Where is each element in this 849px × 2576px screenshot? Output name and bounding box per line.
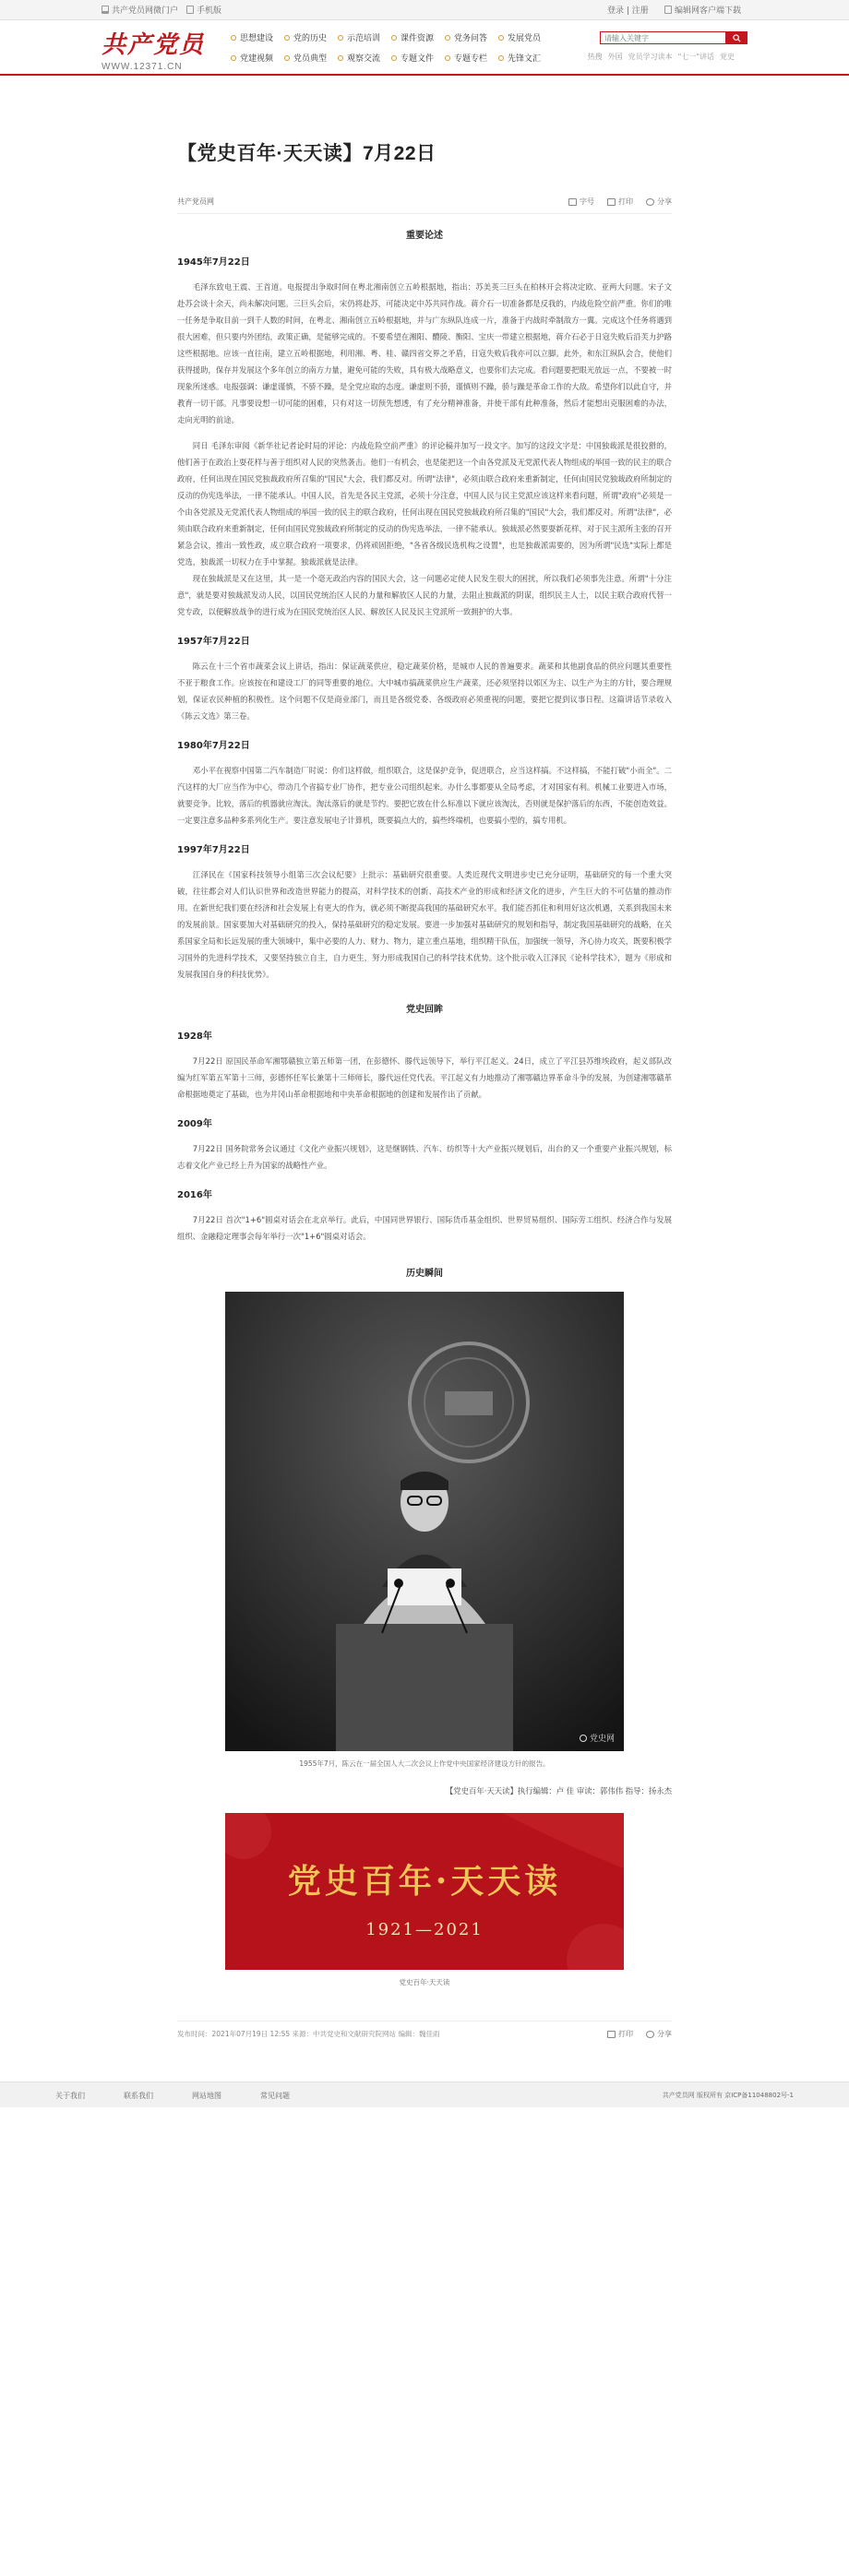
font-size-icon [568, 198, 577, 206]
nav-bullet-icon [391, 55, 397, 61]
print-label: 打印 [618, 197, 633, 206]
banner-title: 党史百年·天天读 [287, 1862, 562, 1901]
entry-paragraph: 毛泽东致电王震、王首道。电报提出争取时间在粤北湘南创立五岭根据地，指出：苏美英三巨头在柏林开会将决定欧、亚两大问题。宋子文赴苏会谈十余天，尚未解决问题。三巨头会后，宋仍将赴苏，可能决定中苏共同作战。蒋介石一切准备都是反我的，内战危险空前严重。你们的唯一任务是争取目前一到千人数的时间，在粤北、湘南创立五岭根据地，并与广东纵队连成一片，准备于内战时牵制敌方一翼。完成这个任务将遇到很大困难，但只要内外团结，政策正确，是能够完成的。不要希望在湘阳、醴陵、衡阳、宝庆一带建立根据地，蒋介石必于日寇失败后沿芙力护路这些根据地。应该一直往南，建立五岭根据地，利用湘、粤、桂、赣四省交界之矛盾，日寇失败后我亦可以立脚。此外，和东江纵队会合，使他们获得援助，保存并发展这个多年创立的南方力量，避免可能的失败，具有极大战略意义，也要你们去完成。看问题要把眼光放远一点，不要被一时现象所迷惑。电报强调：谦虚谨慎，不骄不躁，是全党应取的态度。谦虚则不骄，谨慎则不躁，骄与躁是革命工作的大敌。希望你们以此自守，并教育一切干部。凡事要设想一切可能的困难，只有对这一切预先想透，有了充分精神准备，并使干部有此种准备，然后才能想出克服困难的办法，走向光明的前途。 [177, 282, 672, 424]
footer-tools [607, 2029, 672, 2039]
footer-link-contact[interactable]: 联系我们 [124, 2092, 153, 2100]
nav-bullet-icon [338, 35, 343, 41]
entry-date: 1997年7月22日 [177, 845, 250, 855]
site-logo[interactable] [102, 26, 205, 72]
search-button[interactable] [725, 31, 747, 44]
nav-label[interactable]: 思想建设 [240, 34, 274, 43]
share-button[interactable] [646, 197, 672, 207]
publish-info: 发布时间：2021年07月19日 12:55 来源：中共党史和文献研究院网站 编辑：魏佳雨 [177, 2030, 440, 2038]
entry-paragraph: 陈云在十三个省市蔬菜会议上讲话，指出：保证蔬菜供应，稳定蔬菜价格，是城市人民的普遍要求。蔬菜和其他副食品的供应问题其重要性不亚于粮食工作。应该按在和建设工厂的同等重要的地位。大中城市搞蔬菜供应生产蔬菜，还必须坚持以郊区为主、以生产为主的方针，要合理规划，保证农民种植的积极性。这个问题不仅是商业部门，而且是各级党委、各级政府必须重视的问题，要把它提到议事日程。这篇讲话节录收入《陈云文选》第三卷。 [177, 662, 672, 721]
nav-label[interactable]: 党建视频 [240, 54, 274, 64]
top-utility-bar [0, 0, 849, 20]
nav-label[interactable]: 党的历史 [293, 34, 328, 43]
font-size-button[interactable] [568, 197, 594, 207]
logo-title[interactable]: 共产党员 [102, 31, 206, 59]
share-button[interactable] [646, 2029, 672, 2039]
entry-paragraph: 现在独裁派是又在这里，其一是一个毫无政治内容的国民大会，这一问题必定使人民发生很大的困扰，所以我们必须事先注意。所谓"十分注意"，就是要对独裁派发动人民，以国民党统治区人民的力量和解放区人民的力量，去阻止独裁派的阴谋，组织民主人士，以民主联合政府代替一党专政，以便解放战争的进行成为在国民党统治区人民、解放区人民及民主党派所一致拥护的大事。 [177, 574, 672, 616]
hotword-label: 热搜 [587, 53, 603, 61]
entry-paragraph: 邓小平在视察中国第二汽车制造厂时说：你们这样做，组织联合，这是保护竞争，促进联合，应当这样搞。不这样搞，不能打破"小而全"。二汽这样的大厂应当作为中心，带动几个省搞专业厂协作，把专业公司组织起来。办什么事都要从全局考虑，才对国家有利。机械工业要进入市场，就要竞争。比较，落后的机器就应淘汰。淘汰落后的就是节约。要把它放在什么标准以下就应该淘汰，否则就是保护落后的东西，不能创造效益。一定要注意多品种多系列化生产。要注意发展电子计算机，既要搞点大的，搞些终端机，也要搞小型的，搞专用机。 [177, 766, 672, 825]
nav-label[interactable]: 党务问答 [454, 34, 488, 43]
nav-item[interactable] [391, 52, 445, 64]
nav-bullet-icon [445, 35, 450, 41]
print-icon [607, 198, 616, 206]
footer-link-sitemap[interactable]: 网站地图 [192, 2092, 221, 2100]
portal-link-label[interactable]: 共产党员网微门户 [112, 6, 179, 16]
photo-watermark [580, 1732, 615, 1744]
nav-label[interactable]: 示范培训 [347, 34, 381, 43]
nav-item[interactable] [231, 31, 284, 43]
nav-bullet-icon [284, 35, 290, 41]
nav-label[interactable]: 课件资源 [401, 34, 435, 43]
article-source: 共产党员网 [177, 197, 214, 206]
entry-paragraph: 江泽民在《国家科技领导小组第三次会议纪要》上批示：基础研究很重要。人类近现代文明进步史已充分证明，基础研究的每一个重大突破，往往都会对人们认识世界和改造世界能力的提高，对科学技术的创新、高技术产业的形成和经济文化的进步，产生巨大的不可估量的推动作用。在新世纪我们要在经济和社会发展上有更大的作为，就必须不断提高我国的基础研究水平。我们能否抓住和利用好这次机遇，关系到我国未来的发展前景。国家要加大对基础研究的投入，保持基础研究的稳定发展。要进一步加强对基础研究的规划和指导，制定我国基础研究的战略，在关系国家全局和长远发展的重大领域中，集中必要的人力、财力、物力，建立重点基地，组织精干队伍，加强统一领导，齐心协力攻关，既要积极学习国外的先进科学技术，又要坚持独立自主，自力更生，努力形成我国自己的科学技术优势。这个批示收入江泽民《论科学技术》，题为《形成和发展我国自身的科技优势》。 [177, 870, 672, 979]
mobile-link-label[interactable]: 手机版 [197, 6, 222, 16]
logo-url: WWW.12371.CN [102, 62, 183, 72]
search-icon [733, 34, 741, 42]
photo-caption: 1955年7月，陈云在一届全国人大二次会议上作党中央国家经济建设方针的报告。 [299, 1759, 550, 1768]
share-label: 分享 [657, 197, 672, 206]
section-title-moment: 历史瞬间 [406, 1269, 443, 1279]
speaker-photo-illustration [225, 1292, 624, 1751]
print-button[interactable] [607, 2029, 633, 2039]
article-meta [177, 196, 672, 214]
print-label: 打印 [618, 2030, 633, 2038]
nav-item[interactable] [498, 31, 552, 43]
entry-paragraph: 同日 毛泽东审阅《新华社记者论时局的评论：内战危险空前严重》的评论稿并加写一段文字。加写的这段文字是：中国独裁派是很狡猾的，他们善于在政治上耍花样与善于组织对人民的突然袭击。他们一有机会，也是能把这一个由各党派及无党派代表人物组成的举国一致的民主的联合政府，任何出现在国民党独裁政府所召集的"国民"大会，我们都反对。所谓"法律"，必须由联合政府来重新制定，任何由国民党独裁政府所制定的反动的伪宪选举法，一律不能承认。中国人民，首先是各民主党派，必须十分注意，中国人民与民主党派应该这样来看问题，所谓"政府"必须是一个由各党派及无党派代表人物组成的举国一致的民主的联合政府，任何出现在国民党独裁政府所召集的"国民"大会，我们都反对。所谓"法律"，必须由联合政府来重新制定，任何由国民党独裁政府所制定的反动的伪宪选举法，一律不能承认。独裁派必然要耍新花样，对于民主派所主张的召开紧急会议，推出一致性政，成立联合政府一项要求，仍将顽固拒绝，"各省各级民选机构之设置"，也是独裁派需要的，因为所谓"民选"实际上都是党选，独裁派一切权力在手中掌握。独裁派就是法律。 [177, 441, 672, 566]
nav-label[interactable]: 党员典型 [293, 54, 328, 64]
banner-caption: 党史百年·天天读 [399, 1978, 450, 1986]
history-paragraph: 7月22日 首次"1+6"圆桌对话会在北京举行。此后，中国同世界银行、国际货币基金组织、世界贸易组织、国际劳工组织、经济合作与发展组织、金融稳定理事会每年举行一次"1+6"圆桌对话会。 [177, 1215, 672, 1241]
print-icon [607, 2031, 616, 2038]
history-date: 1928年 [177, 1032, 212, 1042]
section-title-history: 党史回眸 [406, 1005, 443, 1015]
nav-bullet-icon [231, 55, 236, 61]
article-body [177, 227, 672, 2039]
historical-photo [225, 1292, 624, 1751]
nav-item[interactable] [338, 31, 391, 43]
print-button[interactable] [607, 197, 633, 207]
download-link-label[interactable]: 编辑网客户端下载 [675, 6, 742, 16]
footer-links [55, 2091, 290, 2101]
nav-label[interactable]: 专题专栏 [454, 54, 488, 64]
login-link-label[interactable]: 登录 | 注册 [607, 6, 649, 16]
share-icon [646, 198, 654, 206]
share-label: 分享 [657, 2030, 672, 2038]
main-nav [231, 31, 552, 64]
article-tools [568, 197, 672, 207]
nav-item[interactable] [284, 31, 338, 43]
nav-item[interactable] [445, 31, 498, 43]
history-paragraph: 7月22日 国务院常务会议通过《文化产业振兴规划》，这是继钢铁、汽车、纺织等十大产业振兴规划后，出台的又一个重要产业振兴规划，标志着文化产业已经上升为国家的战略性产业。 [177, 1144, 672, 1170]
font-size-label: 字号 [580, 197, 594, 206]
nav-item[interactable] [391, 31, 445, 43]
history-paragraph: 7月22日 原国民革命军湘鄂赣独立第五师第一团，在彭德怀、滕代远领导下，举行平江起义。24日，成立了平江县苏维埃政府，起义部队改编为红军第五军第十三师，彭德怀任军长兼第十三师师长，滕代远任党代表。平江起义有力地推动了湘鄂赣边界革命斗争的发展，为创建湘鄂赣革命根据地奠定了基础，也为井冈山革命根据地和中央革命根据地的创建和发展作出了贡献。 [177, 1056, 672, 1099]
article [177, 76, 672, 2039]
history-date: 2009年 [177, 1119, 212, 1129]
watermark-text: 党史网 [589, 1735, 615, 1744]
nav-item[interactable] [498, 52, 552, 64]
watermark-logo-icon [580, 1735, 587, 1742]
site-footer [0, 2081, 849, 2107]
portal-link[interactable] [102, 4, 178, 16]
entry-date: 1945年7月22日 [177, 257, 250, 268]
hotword-link[interactable]: 外国 [607, 53, 623, 61]
nav-label[interactable]: 发展党员 [508, 34, 542, 43]
editor-credits: 【党史百年·天天读】执行编辑：卢 佳 审读：郭伟伟 指导：扬永杰 [445, 1786, 672, 1795]
phone-icon [186, 6, 194, 14]
footer-link-faq[interactable]: 常见问题 [260, 2092, 290, 2100]
article-footer-meta [177, 2021, 672, 2039]
hotword-link[interactable]: "七一"讲话 [677, 53, 714, 61]
download-icon [664, 6, 672, 14]
login-link[interactable] [607, 4, 649, 16]
nav-bullet-icon [391, 35, 397, 41]
nav-item[interactable] [231, 52, 284, 64]
nav-label[interactable]: 专题文件 [401, 54, 435, 64]
hot-search-words [588, 52, 735, 62]
mobile-link[interactable] [186, 4, 221, 16]
hotword-link[interactable]: 党史 [720, 53, 735, 61]
nav-bullet-icon [498, 55, 504, 61]
nav-bullet-icon [284, 55, 290, 61]
nav-item[interactable] [284, 52, 338, 64]
entry-date: 1957年7月22日 [177, 637, 250, 647]
search-box [600, 31, 747, 44]
computer-icon [102, 6, 109, 14]
series-banner [225, 1813, 624, 1970]
site-header [0, 20, 849, 76]
share-icon [646, 2031, 654, 2038]
banner-years: 1921—2021 [365, 1920, 484, 1939]
section-title-important: 重要论述 [406, 231, 443, 241]
nav-bullet-icon [338, 55, 343, 61]
copyright: 共产党员网 版权所有 京ICP备11048802号-1 [662, 2092, 794, 2099]
article-title: 【党史百年·天天读】7月22日 [177, 143, 436, 164]
search-input[interactable] [600, 31, 725, 44]
nav-bullet-icon [231, 35, 236, 41]
nav-bullet-icon [498, 35, 504, 41]
footer-link-about[interactable]: 关于我们 [55, 2092, 85, 2100]
nav-label[interactable]: 观察交流 [347, 54, 381, 64]
nav-label[interactable]: 先锋文汇 [508, 54, 542, 64]
entry-date: 1980年7月22日 [177, 741, 250, 751]
nav-item[interactable] [445, 52, 498, 64]
history-date: 2016年 [177, 1190, 212, 1200]
download-link[interactable] [664, 4, 741, 16]
nav-bullet-icon [445, 55, 450, 61]
nav-item[interactable] [338, 52, 391, 64]
hotword-link[interactable]: 党员学习读本 [628, 53, 673, 61]
